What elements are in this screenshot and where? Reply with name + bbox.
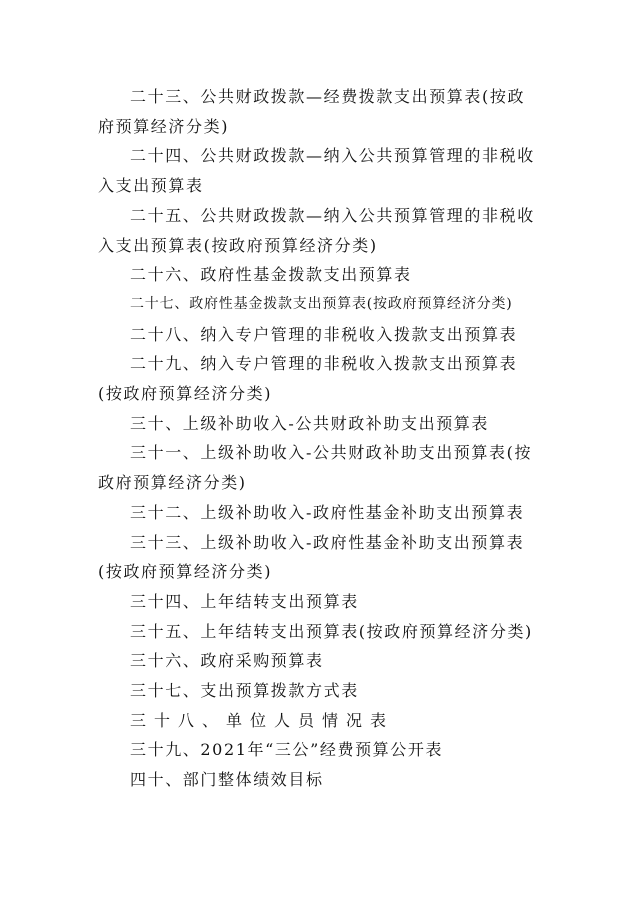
toc-entry-text: 二十六、政府性基金拨款支出预算表 [130,265,412,285]
toc-entry-text: 三十八、单位人员情况表 [130,710,395,730]
toc-entry-text: 三十一、上级补助收入-公共财政补助支出预算表(按政府预算经济分类) [98,443,533,493]
toc-entry-text: 三十七、支出预算拨款方式表 [130,681,359,701]
toc-entry-text: 三十四、上年结转支出预算表 [130,591,359,611]
toc-entry-text: 二十七、政府性基金拨款支出预算表(按政府预算经济分类) [130,295,513,312]
toc-entry [98,320,538,350]
toc-entry [98,498,538,528]
toc-entry [98,409,538,439]
toc-entry-text: 二十八、纳入专户管理的非税收入拨款支出预算表 [130,324,518,344]
toc-entry [98,528,538,587]
table-of-contents [98,82,538,795]
toc-entry [98,676,538,706]
toc-entry [98,438,538,497]
toc-entry-text: 三十三、上级补助收入-政府性基金补助支出预算表(按政府预算经济分类) [98,532,525,582]
toc-entry-text: 三十六、政府采购预算表 [130,651,324,671]
toc-entry [98,260,538,290]
toc-entry-text: 二十九、纳入专户管理的非税收入拨款支出预算表(按政府预算经济分类) [98,354,518,404]
toc-entry [98,290,538,320]
toc-entry-text: 二十四、公共财政拨款—纳入公共预算管理的非税收入支出预算表 [98,146,535,196]
toc-entry-text: 四十、部门整体绩效目标 [130,770,324,790]
toc-entry [98,587,538,617]
toc-entry-text: 二十三、公共财政拨款—经费拨款支出预算表(按政府预算经济分类) [98,87,526,136]
toc-entry [98,82,538,141]
toc-entry [98,765,538,795]
toc-entry-text: 三十、上级补助收入-公共财政补助支出预算表 [130,413,490,433]
toc-entry-text: 三十二、上级补助收入-政府性基金补助支出预算表 [130,502,525,522]
toc-entry-text: 三十九、2021年“三公”经费预算公开表 [130,740,444,760]
toc-entry [98,201,538,260]
toc-entry-text: 三十五、上年结转支出预算表(按政府预算经济分类) [130,621,533,641]
toc-entry [98,735,538,765]
toc-entry [98,617,538,647]
toc-entry [98,349,538,408]
toc-entry [98,706,538,736]
toc-entry [98,646,538,676]
toc-entry [98,141,538,200]
toc-entry-text: 二十五、公共财政拨款—纳入公共预算管理的非税收入支出预算表(按政府预算经济分类) [98,205,535,255]
